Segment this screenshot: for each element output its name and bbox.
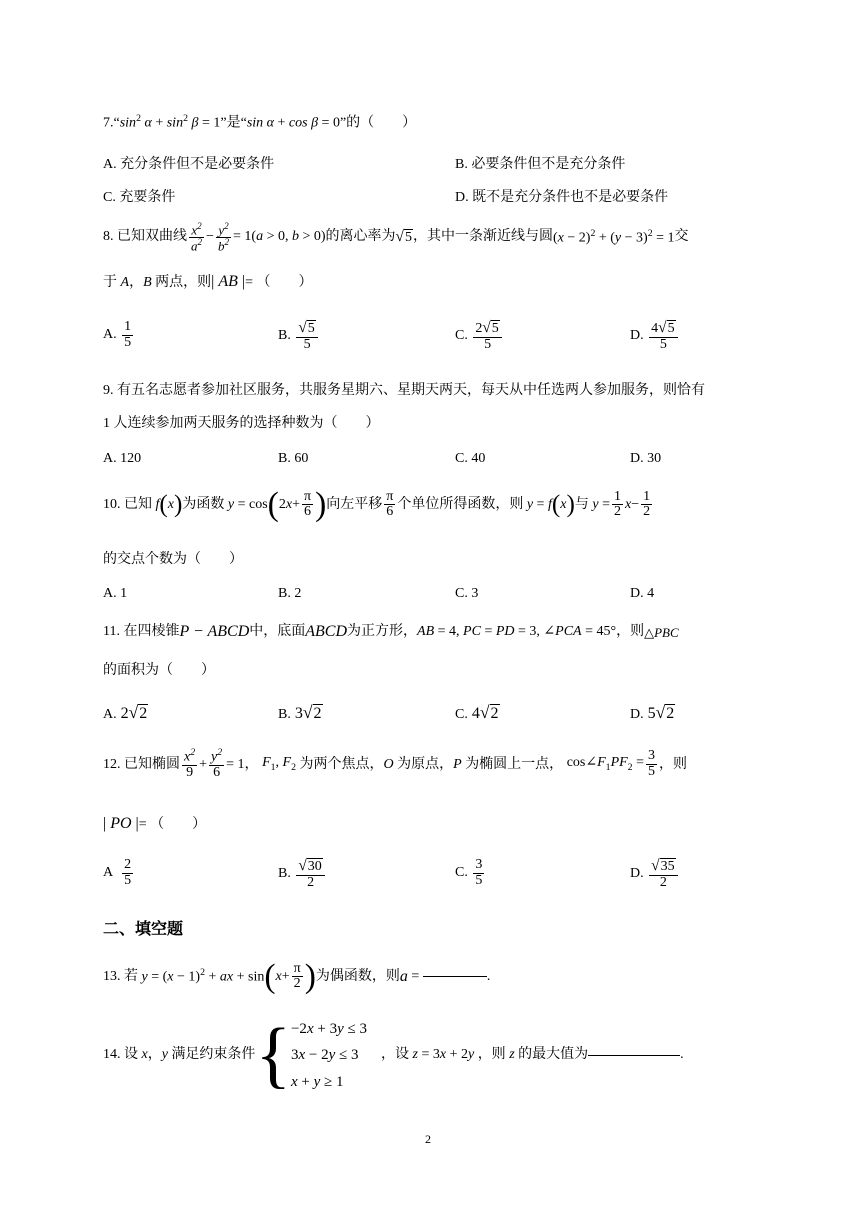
- q9-option-c: C. 40: [455, 451, 486, 466]
- q14-constraints: −2x + 3y ≤ 3 3x − 2y ≤ 3 x + y ≥ 1: [290, 1021, 367, 1090]
- q10-option-b: B. 2: [278, 586, 302, 601]
- q11-option-c: C. 4 √ 2: [455, 702, 499, 722]
- q7-stem: $7.“\sin^2$ $\alpha + \sin^2 \beta = 1$”是“sin α + cos β = 0”的（ ）: [103, 113, 417, 131]
- q10-option-a: A. 1: [103, 586, 128, 601]
- q9-option-d: D. 30: [630, 451, 662, 466]
- q11-option-a: A. 2 √ 2: [103, 702, 148, 722]
- q11-stem-line2: 的面积为（ ）: [103, 663, 215, 678]
- q11-option-b: B. 3 √ 2: [278, 702, 322, 722]
- q10-stem-line2: 的交点个数为（ ）: [103, 552, 243, 567]
- q11-stem-line1: 11. 在四棱锥 P − ABCD 中，底面 ABCD 为正方形， AB = 4, PC = PD = 3, ∠PCA = 45° ，则 △PBC: [103, 623, 679, 640]
- q12-option-d: D. √ 35 2: [630, 858, 680, 890]
- q8-stem-line2: 于 A，B 两点，则| AB |= （ ）: [103, 273, 313, 290]
- page-number: 2: [425, 1132, 431, 1146]
- q14-stem: 14. 设 x，y 满足约束条件 { −2x + 3y ≤ 3 3x − 2y ≤ 3 x + y ≥ 1 ，设 z = 3x + 2y ，则 z 的最大值为 .: [103, 1014, 684, 1097]
- q8-option-b: B. √ 5 5: [278, 320, 320, 352]
- q13-stem: 13. 若 $y = (x - 1)^2$ + ax + sin ( x + $\frac{\pi}{2}$ ) 为偶函数，则 a = .: [103, 958, 491, 995]
- q12-stem-line2: | PO |= （ ）: [103, 815, 207, 832]
- q7-option-a: A. 充分条件但不是必要条件: [103, 157, 275, 172]
- q12-option-c: C. $\frac{3}{5}$: [455, 857, 483, 888]
- q8-option-a: A. $\frac{1}{5}$: [103, 319, 132, 350]
- q9-option-a: A. 120: [103, 451, 142, 466]
- q12-option-b: B. √ 30 2: [278, 858, 327, 890]
- q12-option-a: A $\frac{2}{5}$: [103, 857, 132, 888]
- q7-option-b: B. 必要条件但不是充分条件: [455, 157, 626, 172]
- section-title-fill-in: 二、填空题: [103, 921, 184, 938]
- q9-stem-line1: 9. 有五名志愿者参加社区服务，共服务星期六、星期天两天，每天从中任选两人参加服务，则恰有: [103, 383, 705, 398]
- q9-stem-line2: 1 人连续参加两天服务的选择种数为（ ）: [103, 416, 380, 431]
- q8-option-c: C. 2 √ 5 5: [455, 320, 504, 352]
- q7-option-c: C. 充要条件: [103, 190, 176, 205]
- q10-option-d: D. 4: [630, 586, 655, 601]
- q9-option-b: B. 60: [278, 451, 309, 466]
- q10-stem-line1: 10. 已知 f ( x ) 为函数 y = cos ( 2 x + $\frac{\pi}{6}$ ) 向左平移 $\frac{\pi}{6}$ 个单位所得函数，则 y = f ( x ) 与 y = $\frac{1}{2}$ x − $\frac{1}{2}$: [103, 486, 651, 523]
- q7-option-d: D. 既不是充分条件也不是必要条件: [455, 190, 669, 205]
- q10-option-c: C. 3: [455, 586, 479, 601]
- q11-option-d: D. 5 √ 2: [630, 702, 675, 722]
- q8-stem-line1: 8. 已知双曲线 $\frac{x^2}{a^2}$ − $\frac{y^2}{b^2}$ = 1(a > 0, b > 0) 的离心率为 √ 5 ，其中一条渐近线与圆 $(x - 2)^2 + (y - 3)^2 = 1$ 交: [103, 221, 689, 254]
- q8-option-d: D. 4 √ 5 5: [630, 320, 680, 352]
- q12-stem-line1: 12. 已知椭圆 $\frac{x^2}{9}$ + $\frac{y^2}{6}$ = 1， $F_1$, $F_2$ 为两个焦点， O 为原点， P 为椭圆上一点， $\cos\angle F_1PF_2$ = $\frac{3}{5}$ ，则: [103, 747, 687, 781]
